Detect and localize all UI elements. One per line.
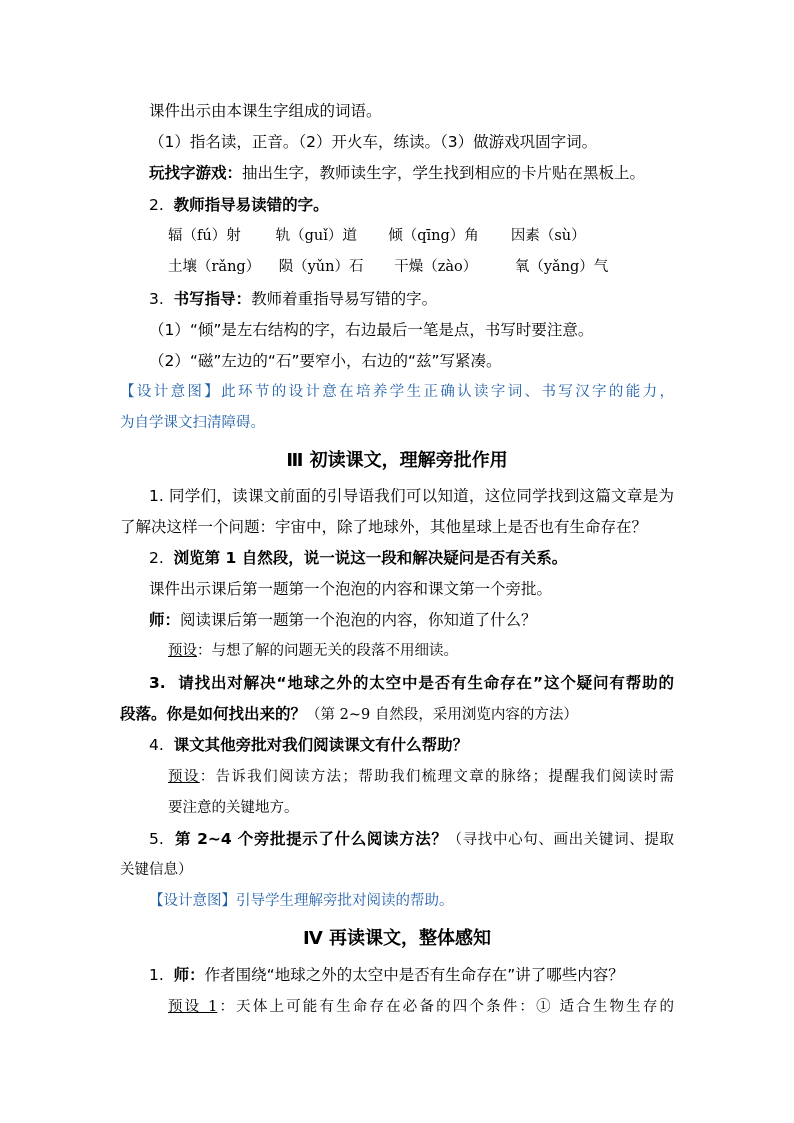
step-3-3b: 段落。你是如何找出来的？（第 2~9 自然段，采用浏览内容的方法） [120,705,578,723]
paragraph-3-1b: 了解决这样一个问题：宇宙中，除了地球外，其他星球上是否也有生命存在？ [120,518,648,536]
pinyin-item: 倾（qīng）角 [388,228,479,244]
pinyin-row-1 [168,225,611,247]
preset-answer-2-cont: 要注意的关键地方。 [168,800,299,816]
game-title: 玩找字游戏： [149,164,243,182]
paragraph-reading-steps: （1）指名读，正音。（2）开火车，练读。（3）做游戏巩固字词。 [149,133,598,151]
design-intent-1: 【设计意图】此环节的设计意在培养学生正确认读字词、书写汉字的能力， [120,384,674,400]
writing-note-2: （2）“磁”左边的“石”要窄小，右边的“兹”写紧凑。 [149,352,502,370]
pinyin-item: 陨（yǔn）石 [278,259,364,275]
step-3-3a: 3. 请找出对解决“地球之外的太空中是否有生命存在”这个疑问有帮助的 [149,674,674,692]
step-3-heading: 3. 书写指导：教师着重指导易写错的字。 [149,290,438,308]
pinyin-item: 干燥（zào） [394,259,478,275]
pinyin-item: 轨（guǐ）道 [275,228,357,244]
section-heading-4: Ⅳ 再读课文，整体感知 [302,928,492,949]
pinyin-item: 土壤（rǎng） [168,259,261,275]
step-4-1: 1. 师：作者围绕“地球之外的太空中是否有生命存在”讲了哪些内容？ [149,966,624,984]
preset-answer-1: 预设：与想了解的问题无关的段落不用细读。 [168,643,458,659]
step-3-5: 5. 第 2~4 个旁批提示了什么阅读方法？（寻找中心句、画出关键词、提取 [149,830,674,848]
step-3-4: 4. 课文其他旁批对我们阅读课文有什么帮助？ [149,736,469,754]
step-3-2: 2. 浏览第 1 自然段，说一说这一段和解决疑问是否有关系。 [149,549,568,567]
paragraph-courseware-words: 课件出示由本课生字组成的词语。 [149,102,382,120]
paragraph-courseware-bubble: 课件出示课后第一题第一个泡泡的内容和课文第一个旁批。 [149,580,553,598]
pinyin-item: 氧（yǎng）气 [514,259,609,275]
paragraph-3-1a: 1. 同学们，读课文前面的引导语我们可以知道，这位同学找到这篇文章是为 [149,487,674,505]
pinyin-item: 因素（sù） [510,228,586,244]
preset-answer-3: 预设 1：天体上可能有生命存在必备的四个条件：① 适合生物生存的 [168,999,674,1015]
preset-answer-2: 预设：告诉我们阅读方法；帮助我们梳理文章的脉络；提醒我们阅读时需 [168,769,675,785]
writing-note-1: （1）“倾”是左右结构的字，右边最后一笔是点，书写时要注意。 [149,321,594,339]
section-heading-3: Ⅲ 初读课文，理解旁批作用 [286,450,508,471]
step-3-5-cont: 关键信息） [120,862,193,878]
step-2-heading: 2. 教师指导易读错的字。 [149,196,329,214]
paragraph-find-word-game: 玩找字游戏：抽出生字，教师读生字，学生找到相应的卡片贴在黑板上。 [149,164,646,182]
design-intent-2: 【设计意图】引导学生理解旁批对阅读的帮助。 [149,893,454,909]
design-intent-1-cont: 为自学课文扫清障碍。 [120,415,265,431]
pinyin-row-2 [168,256,625,278]
teacher-question-1: 师：阅读课后第一题第一个泡泡的内容，你知道了什么？ [149,611,537,629]
pinyin-item: 辐（fú）射 [168,228,241,244]
